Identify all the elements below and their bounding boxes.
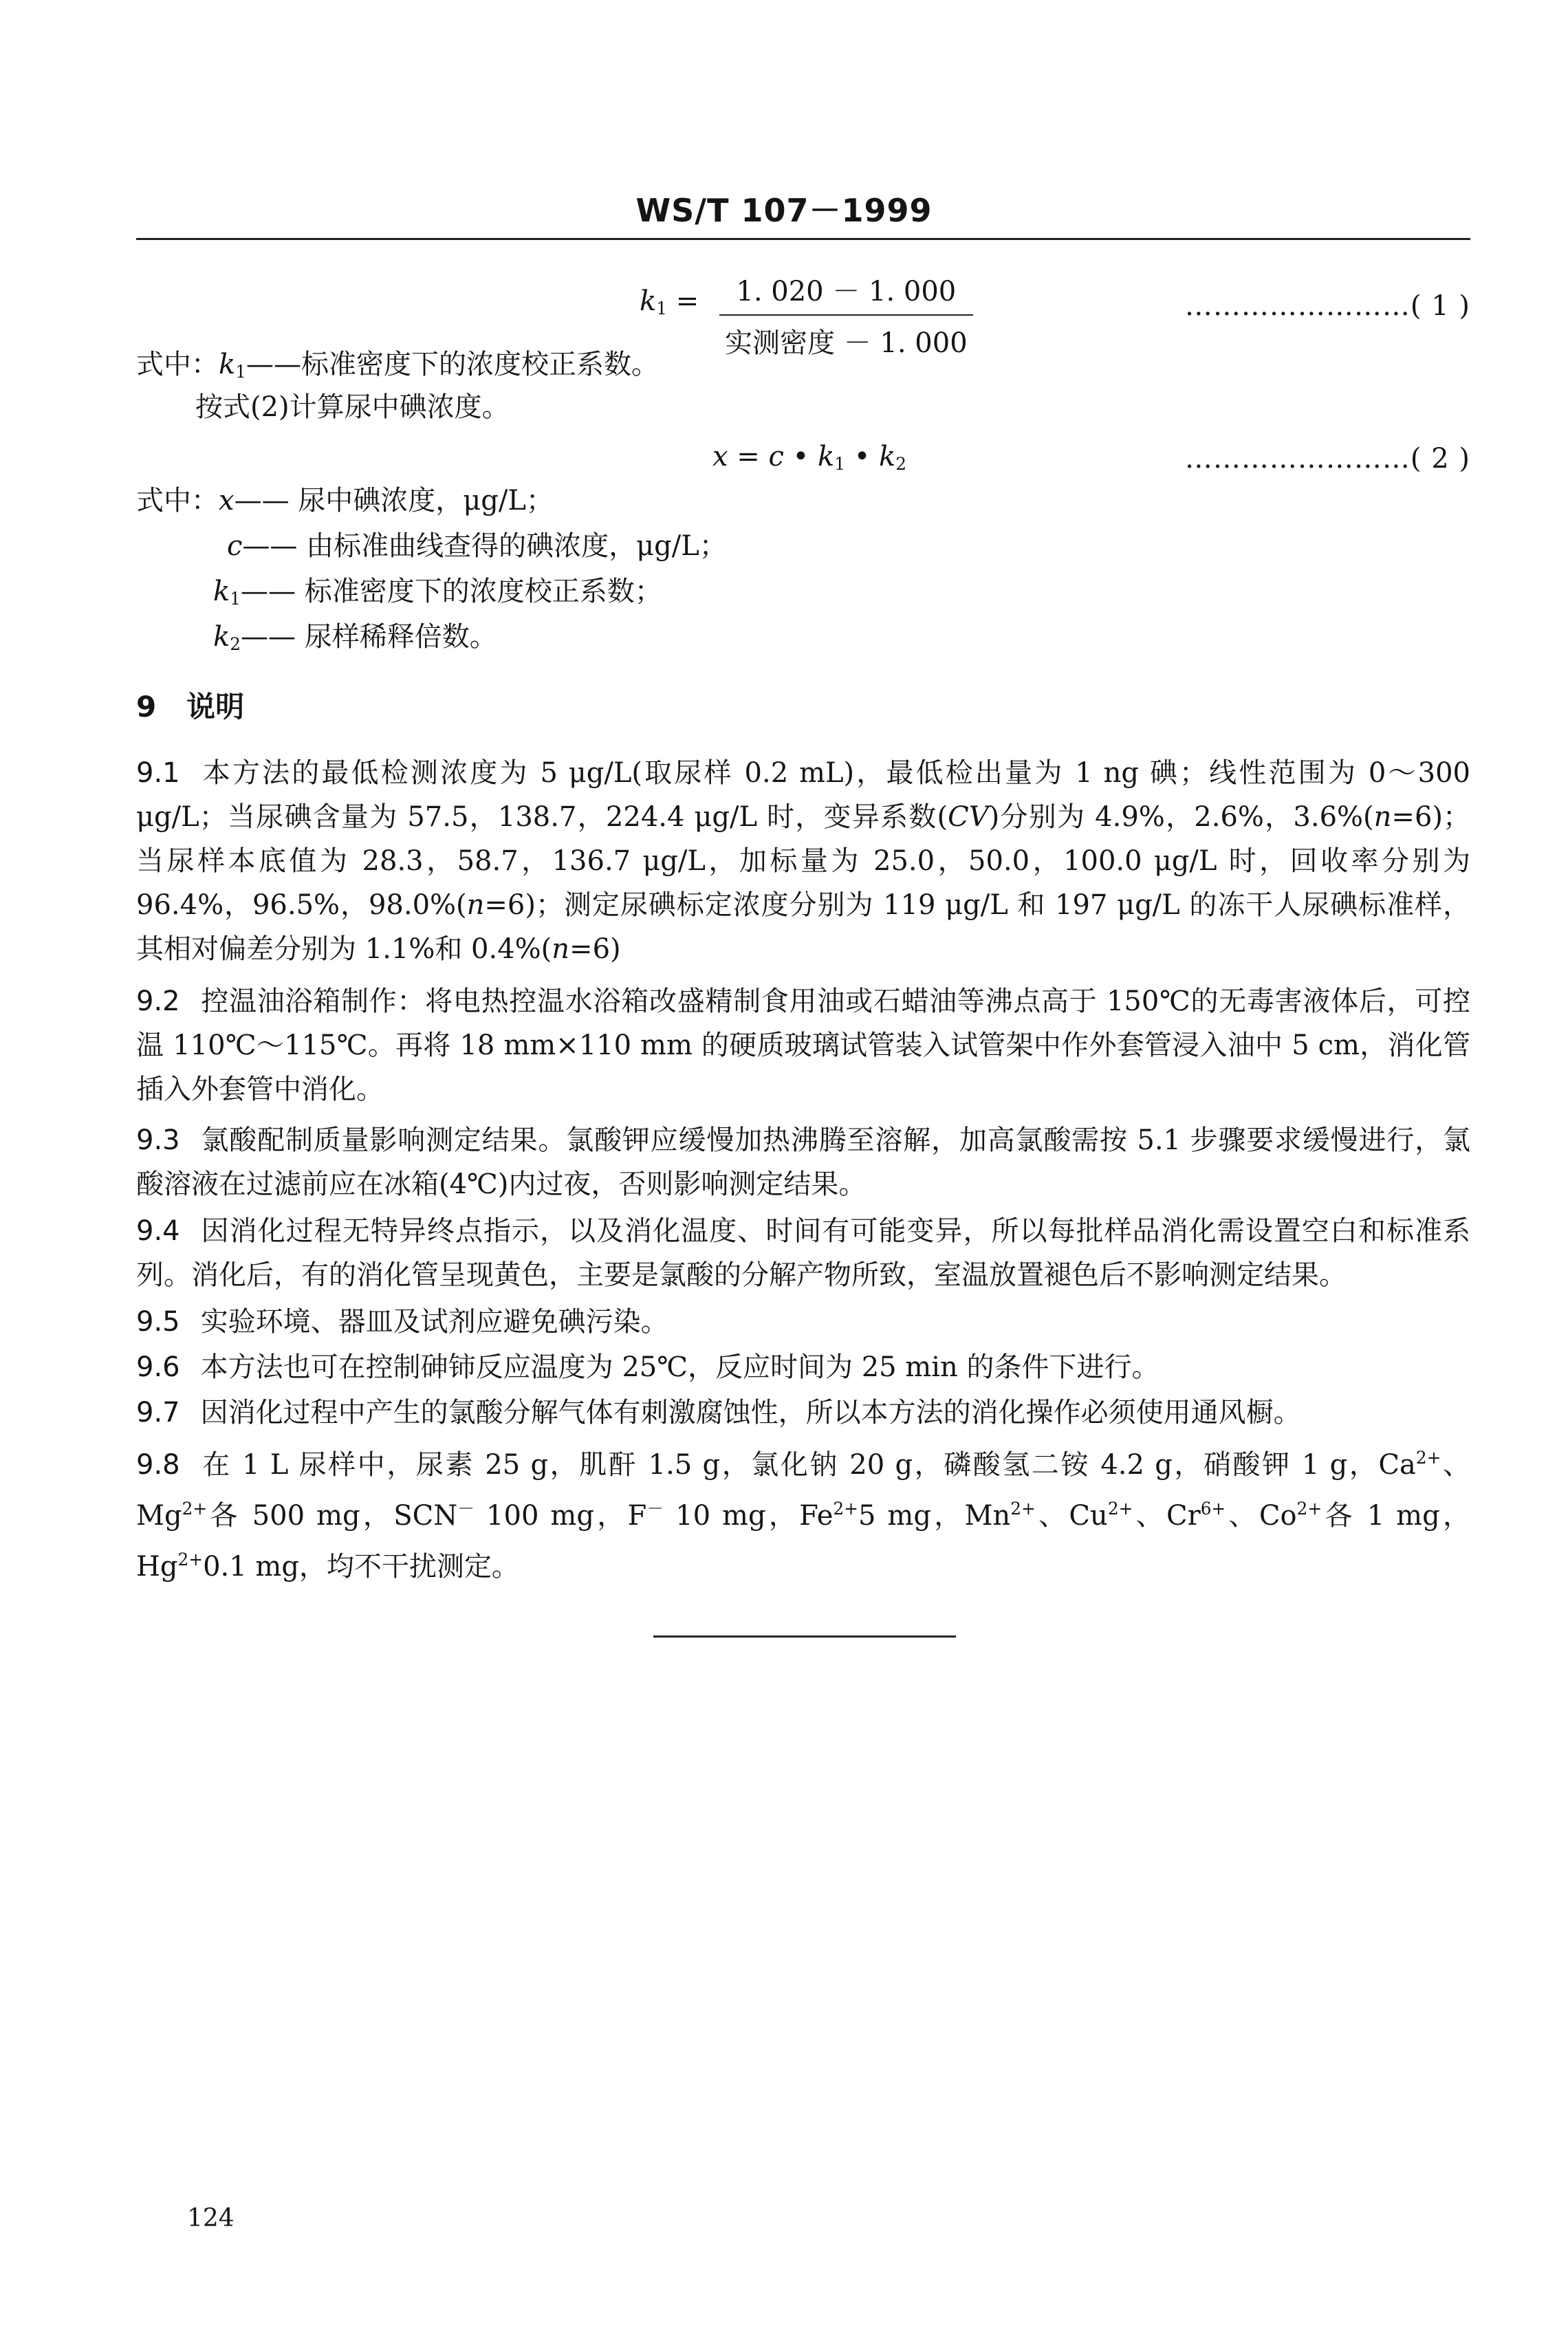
where-2-var-k2: k xyxy=(213,621,230,653)
where-2-var-k1: k xyxy=(213,576,230,607)
paragraph-9-8-sup-4: － xyxy=(646,1498,664,1519)
paragraph-9-1-text-1: 本方法的最低检测浓度为 5 μg/L(取尿样 0.2 mL)，最低检出量为 1 ng 碘；线性范围为 0～300 μg/L；当尿碘含量为 57.5，138.7，224.4 μg/L 时，变异系数( xyxy=(136,757,1470,833)
where-2-desc-x: —— 尿中碘浓度，μg/L； xyxy=(234,485,554,517)
paragraph-9-1-text-5: =6) xyxy=(569,933,621,965)
where-2-prefix: 式中： xyxy=(136,485,219,517)
where-1-var-sub: 1 xyxy=(235,362,247,382)
paragraph-9-8-text-9: 、Co xyxy=(1226,1499,1297,1532)
paragraph-9-4-number: 9.4 xyxy=(136,1215,180,1247)
paragraph-9-1-cv: CV xyxy=(948,801,989,833)
where-1 xyxy=(136,348,659,382)
formula-1-equals: = xyxy=(667,285,699,317)
paragraph-9-8-sup-10: 2+ xyxy=(177,1549,204,1569)
paragraph-9-5-text: 实验环境、器皿及试剂应避免碘污染。 xyxy=(200,1306,668,1338)
paragraph-9-7-number: 9.7 xyxy=(136,1397,180,1428)
formula-2-k1: k xyxy=(817,441,835,472)
where-1-var: k xyxy=(219,349,236,380)
where-2-item-c xyxy=(227,530,727,563)
section-9-number: 9 xyxy=(136,690,157,724)
where-2-var-x: x xyxy=(219,485,235,517)
paragraph-9-8-text-10: 各 1 mg，Hg xyxy=(136,1499,1471,1583)
paragraph-9-8-text-2: 、Mg xyxy=(136,1448,1471,1532)
paragraph-9-8-text-8: 、Cr xyxy=(1133,1499,1201,1532)
formula-2-x: x xyxy=(712,441,728,472)
paragraph-9-8-sup-5: 2+ xyxy=(833,1498,858,1519)
paragraph-9-1-text-4: =6)；测定尿碘标定浓度分别为 119 μg/L 和 197 μg/L 的冻干人尿碘标准样，其相对偏差分别为 1.1%和 0.4%( xyxy=(136,889,1470,965)
paragraph-9-1-n-2: n xyxy=(466,889,485,921)
paragraph-9-1-number: 9.1 xyxy=(136,757,180,789)
formula-2-k1-sub: 1 xyxy=(834,454,845,475)
where-2-var-k2-sub: 2 xyxy=(230,634,241,655)
paragraph-9-8-sup-8: 6+ xyxy=(1200,1498,1226,1519)
page-number: 124 xyxy=(187,2204,235,2232)
formula-2-equals: = xyxy=(728,441,769,472)
where-1-prefix: 式中： xyxy=(136,349,219,380)
paragraph-9-6 xyxy=(136,1345,1470,1389)
paragraph-9-2-number: 9.2 xyxy=(136,986,180,1017)
where-2-desc-k2: —— 尿样稀释倍数。 xyxy=(241,621,497,653)
where-2-item-k1 xyxy=(213,575,662,609)
formula-1-lhs xyxy=(640,287,699,318)
paragraph-9-8-sup-2: 2+ xyxy=(182,1498,208,1519)
paragraph-9-1 xyxy=(136,751,1470,971)
paragraph-9-3-text: 氯酸配制质量影响测定结果。氯酸钾应缓慢加热沸腾至溶解，加高氯酸需按 5.1 步骤要求缓慢进行，氯酸溶液在过滤前应在冰箱(4℃)内过夜，否则影响测定结果。 xyxy=(136,1124,1470,1200)
paragraph-9-8-text-11: 0.1 mg，均不干扰测定。 xyxy=(203,1550,519,1583)
paragraph-9-8-text-7: 、Cu xyxy=(1035,1499,1108,1532)
header-rule xyxy=(136,238,1470,240)
formula-2-number: ……………………( 2 ) xyxy=(1184,443,1470,475)
formula-2-c: c xyxy=(768,441,784,472)
paragraph-9-8-text-5: 10 mg，Fe xyxy=(664,1499,834,1532)
formula-2-k2-sub: 2 xyxy=(895,454,907,475)
paragraph-9-8-number: 9.8 xyxy=(136,1448,180,1481)
paragraph-9-3 xyxy=(136,1118,1470,1206)
where-1-desc: ——标准密度下的浓度校正系数。 xyxy=(246,349,660,380)
paragraph-9-8-text-4: 100 mg，F xyxy=(475,1499,647,1532)
paragraph-9-8-sup-6: 2+ xyxy=(1010,1498,1036,1519)
paragraph-9-5 xyxy=(136,1300,1470,1344)
standard-code-header: WS/T 107－1999 xyxy=(635,192,933,229)
formula-1-var-sub: 1 xyxy=(656,298,668,319)
paragraph-9-5-number: 9.5 xyxy=(136,1306,180,1338)
where-2-var-c: c xyxy=(227,530,243,562)
paragraph-9-1-text-2: )分别为 4.9%，2.6%，3.6%( xyxy=(988,801,1374,833)
paragraph-9-6-number: 9.6 xyxy=(136,1351,180,1383)
formula-2-k2: k xyxy=(879,441,896,472)
paragraph-9-8-sup-9: 2+ xyxy=(1296,1498,1322,1519)
paragraph-9-8-sup-7: 2+ xyxy=(1107,1498,1133,1519)
paragraph-9-8-sup-3: － xyxy=(457,1498,475,1519)
paragraph-9-8-text-3: 各 500 mg，SCN xyxy=(207,1499,458,1532)
paragraph-9-2-text: 控温油浴箱制作：将电热控温水浴箱改盛精制食用油或石蜡油等沸点高于 150℃的无毒害液体后，可控温 110℃～115℃。再将 18 mm×110 mm 的硬质玻璃试管装入试管架中作外套管浸入油中 5 cm，消化管插入外套管中消化。 xyxy=(136,986,1470,1105)
paragraph-9-7-text: 因消化过程中产生的氯酸分解气体有刺激腐蚀性，所以本方法的消化操作必须使用通风橱。 xyxy=(200,1397,1301,1428)
formula-1-denominator: 实测密度 － 1. 000 xyxy=(719,314,973,360)
paragraph-9-1-n-3: n xyxy=(552,933,570,965)
formula-2-dot-1: • xyxy=(783,441,818,472)
formula-1-numerator: 1. 020 － 1. 000 xyxy=(736,276,957,307)
paragraph-9-8-text-6: 5 mg，Mn xyxy=(858,1499,1011,1532)
paragraph-9-4-text: 因消化过程无特异终点指示，以及消化温度、时间有可能变异，所以每批样品消化需设置空白和标准系列。消化后，有的消化管呈现黄色，主要是氯酸的分解产物所致，室温放置褪色后不影响测定结果。 xyxy=(136,1215,1470,1291)
where-2-item-x xyxy=(136,484,554,517)
paragraph-9-7 xyxy=(136,1391,1470,1435)
formula-2 xyxy=(712,443,906,473)
formula-2-dot-2: • xyxy=(845,441,880,472)
end-rule xyxy=(653,1635,956,1638)
paragraph-9-3-number: 9.3 xyxy=(136,1124,180,1156)
paragraph-9-1-n-1: n xyxy=(1373,801,1392,833)
paragraph-9-4 xyxy=(136,1209,1470,1297)
section-9-title: 说明 xyxy=(186,690,245,724)
where-2-desc-k1: —— 标准密度下的浓度校正系数； xyxy=(241,576,662,607)
paragraph-9-8 xyxy=(136,1436,1470,1589)
formula-1-number: ……………………( 1 ) xyxy=(1184,290,1470,322)
paragraph-9-6-text: 本方法也可在控制砷铈反应温度为 25℃，反应时间为 25 min 的条件下进行。 xyxy=(200,1351,1159,1383)
paragraph-9-8-text-1: 在 1 L 尿样中，尿素 25 g，肌酐 1.5 g，氯化钠 20 g，磷酸氢二铵 4.2 g，硝酸钾 1 g，Ca xyxy=(200,1448,1416,1481)
formula-1-fraction xyxy=(719,270,973,360)
paragraph-9-2 xyxy=(136,979,1470,1111)
where-2-item-k2 xyxy=(213,620,497,655)
where-2-var-k1-sub: 1 xyxy=(230,589,241,609)
paragraph-9-8-sup-1: 2+ xyxy=(1415,1448,1441,1468)
calc-instruction: 按式(2)计算尿中碘浓度。 xyxy=(195,391,510,423)
section-9-heading xyxy=(136,684,244,726)
paragraph-9-1-text-3: =6)；当尿样本底值为 28.3，58.7，136.7 μg/L，加标量为 25.0，50.0，100.0 μg/L 时，回收率分别为 96.4%，96.5%，98.0%( xyxy=(136,801,1470,921)
formula-1-var: k xyxy=(640,285,657,317)
where-2-desc-c: —— 由标准曲线查得的碘浓度，μg/L； xyxy=(242,530,727,562)
